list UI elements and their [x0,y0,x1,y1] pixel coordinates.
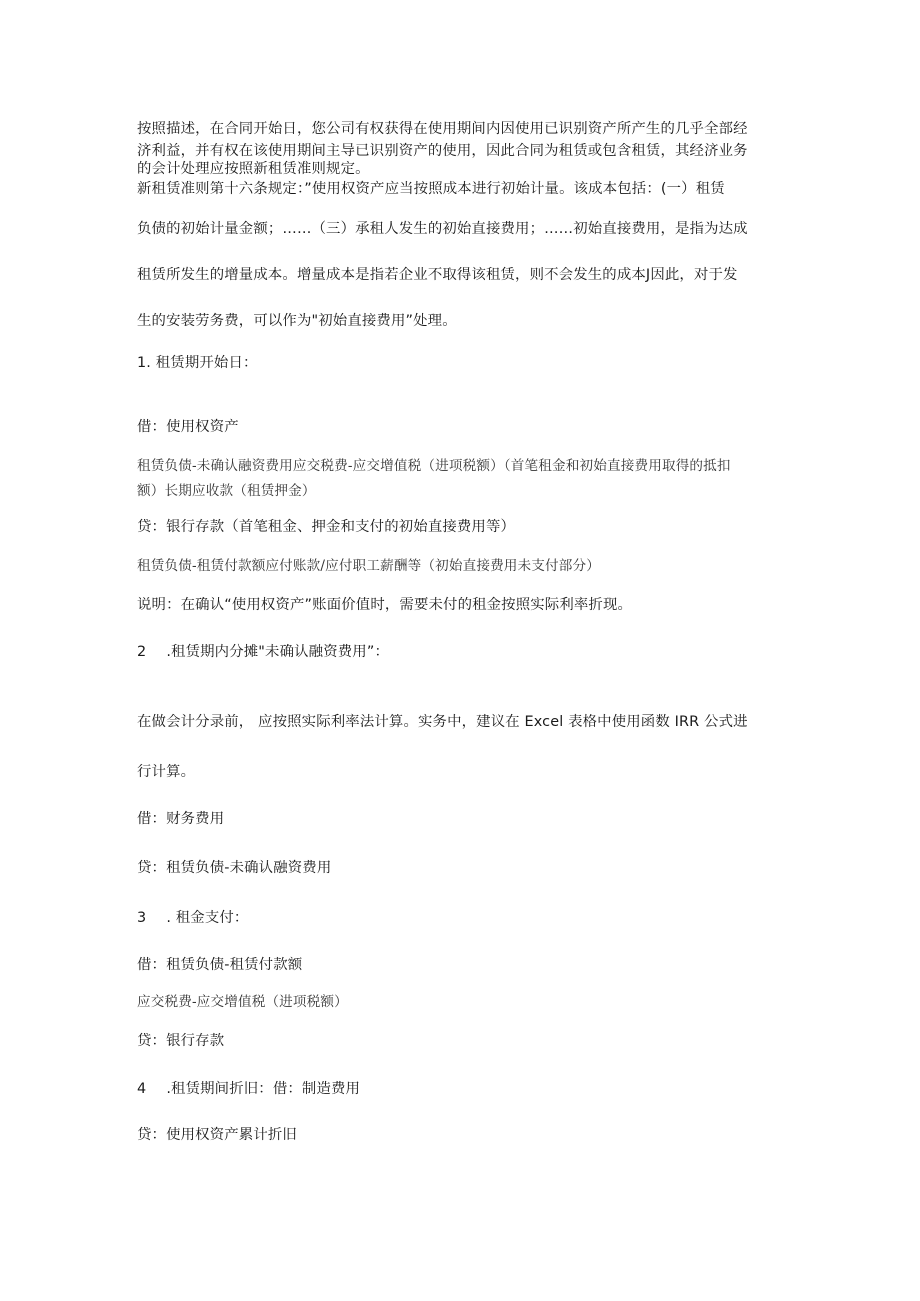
standard-paragraph-line-2: 负债的初始计量金额；……（三）承租人发生的初始直接费用；……初始直接费用，是指为达成 [137,221,748,237]
section-2-credit: 贷：租赁负债-未确认融资费用 [137,860,332,876]
section-4-heading-row [137,1078,797,1100]
standard-paragraph-line-3: 租赁所发生的增量成本。增量成本是指若企业不取得该租赁，则不会发生的成本J因此，对于发 [137,267,738,283]
section-1-credit: 贷：银行存款（首笔租金、押金和支付的初始直接费用等） [137,519,516,535]
section-1-debit-detail-1: 租赁负债-未确认融资费用应交税费-应交增值税（进项税额）（首笔租金和初始直接费用取得的抵扣 [137,458,731,474]
section-4-number: 4 [137,1081,147,1097]
section-2-text-line-2: 行计算。 [137,764,196,780]
section-1-debit-detail-2: 额）长期应收款（租赁押金） [137,483,316,499]
section-2-debit: 借：财务费用 [137,811,225,827]
section-2-heading: .租赁期内分摊"未确认融资费用”： [166,644,389,660]
intro-paragraph-line-3: 的会计处理应按照新租赁准则规定。 [137,161,370,177]
section-2-heading-row [137,641,797,663]
section-2-text-line-1: 在做会计分录前， 应按照实际利率法计算。实务中，建议在 Excel 表格中使用函数 IRR 公式进 [137,714,748,730]
section-1-note: 说明：在确认“使用权资产”账面价值时，需要未付的租金按照实际利率折现。 [137,597,633,613]
section-4-credit: 贷：使用权资产累计折旧 [137,1127,297,1143]
section-2-number: 2 [137,644,147,660]
section-1-debit: 借：使用权资产 [137,419,239,435]
section-3-credit: 贷：银行存款 [137,1033,225,1049]
section-3-debit: 借：租赁负债-租赁付款额 [137,957,303,973]
intro-paragraph-line-1: 按照描述，在合同开始日，您公司有权获得在使用期间内因使用已识别资产所产生的几乎全部经 [137,121,748,137]
standard-paragraph-line-1: 新租赁准则第十六条规定：”使用权资产应当按照成本进行初始计量。该成本包括：(一）租赁 [137,181,725,197]
section-3-heading-row [137,907,797,929]
standard-paragraph-line-4: 生的安装劳务费，可以作为"初始直接费用”处理。 [137,313,457,329]
section-3-number: 3 [137,910,147,926]
section-4-heading: .租赁期间折旧：借：制造费用 [166,1081,361,1097]
intro-paragraph-line-2: 济利益，并有权在该使用期间主导已识别资产的使用，因此合同为租赁或包含租赁，其经济业务 [137,143,748,159]
section-3-heading: . 租金支付： [166,910,249,926]
section-3-debit-detail: 应交税费-应交增值税（进项税额） [137,994,348,1010]
section-1-credit-detail: 租赁负债-租赁付款额应付账款/应付职工薪酬等（初始直接费用未支付部分） [137,558,601,574]
section-1-heading: 1. 租赁期开始日： [137,355,258,371]
